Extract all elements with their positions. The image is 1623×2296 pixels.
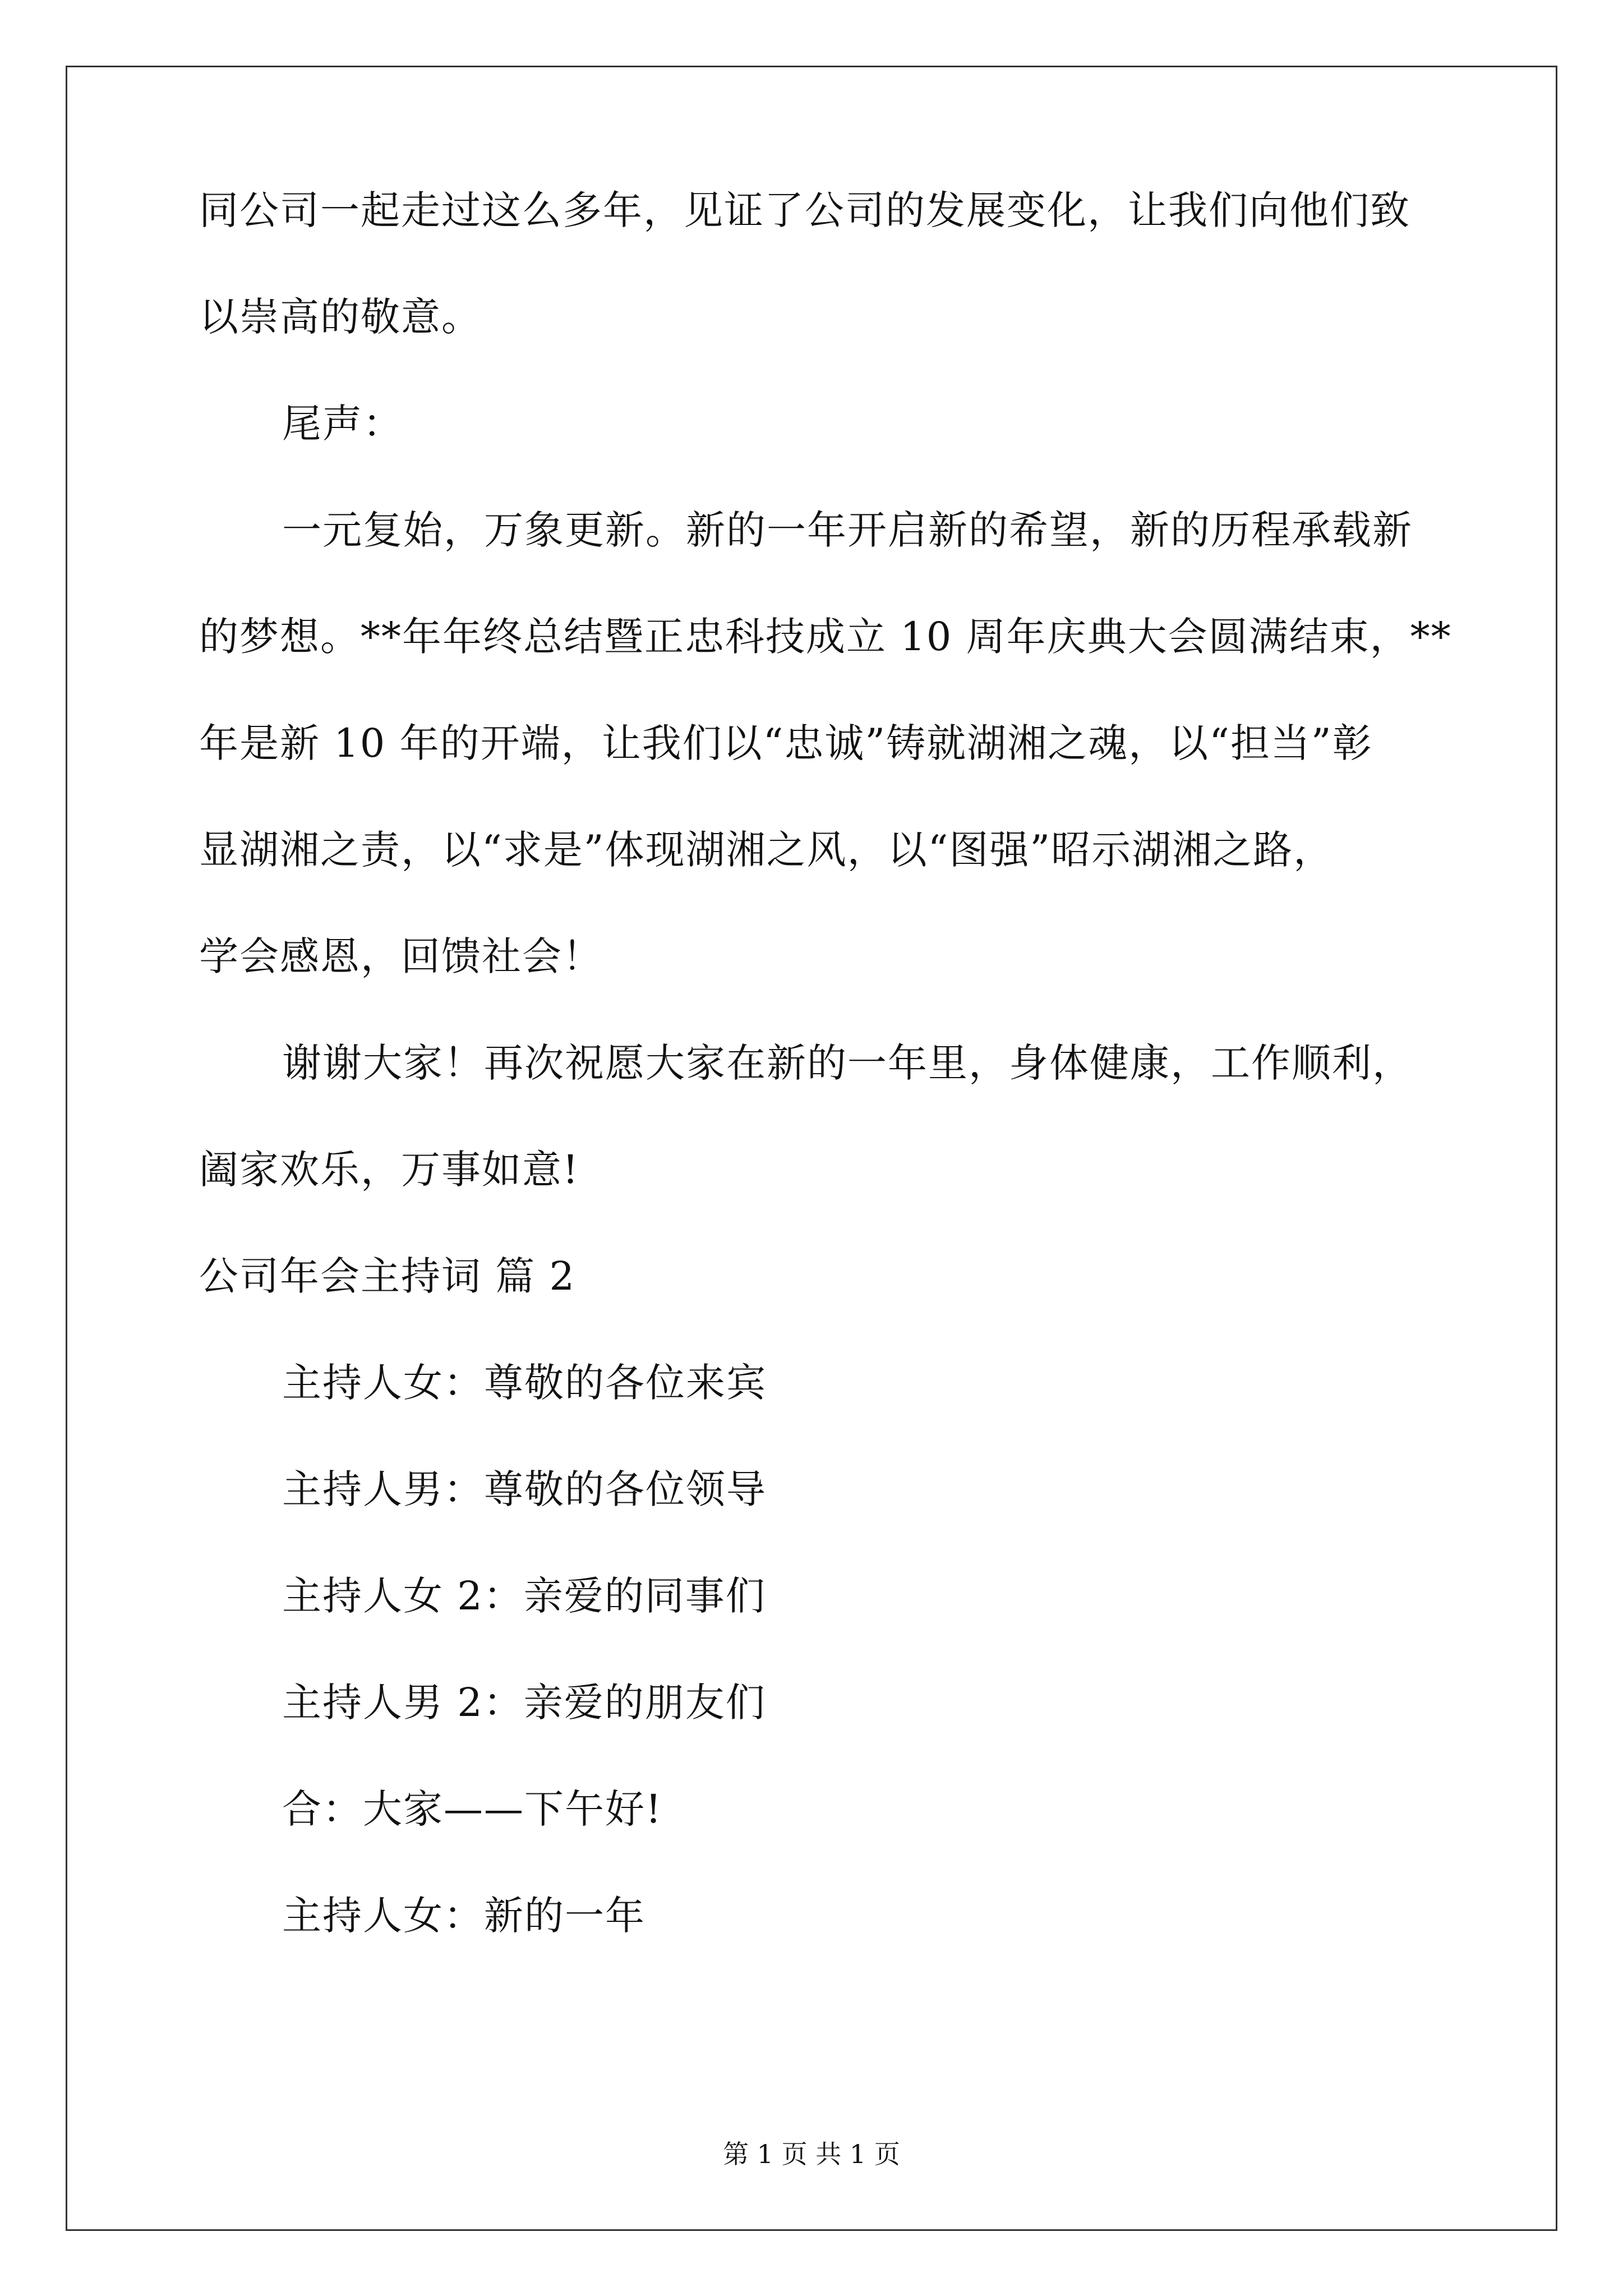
paragraph-line: 学会感恩，回馈社会！ (199, 933, 603, 979)
section-title: 公司年会主持词 篇 2 (199, 1253, 576, 1299)
paragraph-line: 年是新 10 年的开端，让我们以“忠诚”铸就湖湘之魂，以“担当”彰 (199, 720, 1373, 766)
page-footer: 第 1 页 共 1 页 (723, 2139, 900, 2169)
paragraph-line: 谢谢大家！再次祝愿大家在新的一年里，身体健康，工作顺利， (282, 1040, 1413, 1086)
dialogue-line: 主持人女：新的一年 (282, 1893, 645, 1939)
paragraph-line: 一元复始，万象更新。新的一年开启新的希望，新的历程承载新 (282, 507, 1413, 553)
paragraph-line: 同公司一起走过这么多年，见证了公司的发展变化，让我们向他们致 (199, 187, 1410, 233)
section-heading: 尾声： (282, 401, 403, 447)
dialogue-line: 主持人女 2：亲爱的同事们 (282, 1573, 766, 1619)
paragraph-line: 显湖湘之责，以“求是”体现湖湘之风，以“图强”昭示湖湘之路， (199, 827, 1334, 873)
paragraph-line: 的梦想。**年年终总结暨正忠科技成立 10 周年庆典大会圆满结束，** (199, 614, 1452, 660)
dialogue-line: 主持人女：尊敬的各位来宾 (282, 1360, 767, 1406)
dialogue-line: 主持人男 2：亲爱的朋友们 (282, 1680, 766, 1726)
dialogue-line: 合：大家——下午好! (282, 1786, 663, 1832)
paragraph-line: 阖家欢乐，万事如意! (199, 1147, 580, 1193)
paragraph-line: 以崇高的敬意。 (199, 294, 482, 340)
dialogue-line: 主持人男：尊敬的各位领导 (282, 1466, 767, 1512)
